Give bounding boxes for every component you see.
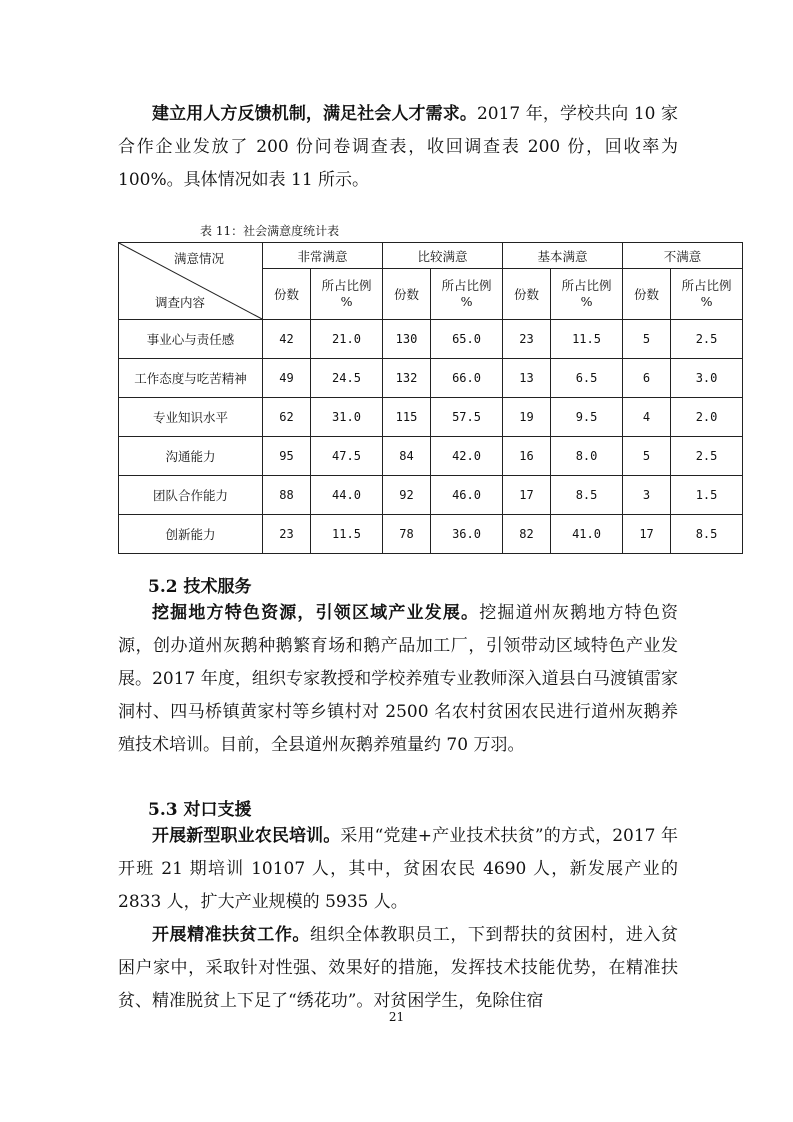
count-header: 份数 bbox=[383, 269, 431, 320]
cell: 11.5 bbox=[551, 320, 623, 359]
cell: 62 bbox=[263, 398, 311, 437]
section-5-3-paragraph-2 bbox=[118, 919, 678, 1018]
cell: 46.0 bbox=[431, 476, 503, 515]
section-5-3-text-2: 组织全体教职员工，下到帮扶的贫困村，进入贫困户家中，采取针对性强、效果好的措施，发挥技术技能优势，在精准扶贫、精准脱贫上下足了“绣花功”。对贫困学生，免除住宿 bbox=[118, 925, 679, 1011]
cell: 92 bbox=[383, 476, 431, 515]
cell: 8.5 bbox=[551, 476, 623, 515]
cell: 47.5 bbox=[311, 437, 383, 476]
cell: 84 bbox=[383, 437, 431, 476]
section-heading-5-3: 5.3 对口支援 bbox=[148, 800, 252, 820]
cell: 4 bbox=[623, 398, 671, 437]
table-row bbox=[119, 320, 743, 359]
cell: 31.0 bbox=[311, 398, 383, 437]
cell: 42.0 bbox=[431, 437, 503, 476]
cell: 130 bbox=[383, 320, 431, 359]
cell: 2.5 bbox=[671, 320, 743, 359]
intro-lead: 建立用人方反馈机制，满足社会人才需求。 bbox=[152, 104, 477, 124]
corner-bottom-label: 调查内容 bbox=[155, 295, 206, 310]
cell: 95 bbox=[263, 437, 311, 476]
cell: 3 bbox=[623, 476, 671, 515]
cell: 6.5 bbox=[551, 359, 623, 398]
ratio-header bbox=[551, 269, 623, 320]
cell: 21.0 bbox=[311, 320, 383, 359]
row-item: 专业知识水平 bbox=[119, 398, 263, 437]
intro-paragraph bbox=[118, 98, 678, 197]
table-row bbox=[119, 398, 743, 437]
section-5-2-lead: 挖掘地方特色资源，引领区域产业发展。 bbox=[152, 603, 480, 623]
table-row bbox=[119, 476, 743, 515]
ratio-header-line2: % bbox=[700, 294, 713, 309]
row-item: 沟通能力 bbox=[119, 437, 263, 476]
row-item: 事业心与责任感 bbox=[119, 320, 263, 359]
cell: 23 bbox=[263, 515, 311, 554]
ratio-header-line2: % bbox=[580, 294, 593, 309]
cell: 17 bbox=[503, 476, 551, 515]
cell: 5 bbox=[623, 437, 671, 476]
cell: 36.0 bbox=[431, 515, 503, 554]
cell: 41.0 bbox=[551, 515, 623, 554]
cell: 24.5 bbox=[311, 359, 383, 398]
table-corner-header bbox=[119, 243, 263, 320]
cell: 57.5 bbox=[431, 398, 503, 437]
cell: 5 bbox=[623, 320, 671, 359]
cell: 3.0 bbox=[671, 359, 743, 398]
ratio-header-line1: 所占比例 bbox=[321, 278, 372, 293]
count-header: 份数 bbox=[503, 269, 551, 320]
section-5-3-paragraph-1 bbox=[118, 820, 678, 919]
intro-text: 2017 年，学校共向 10 家合作企业发放了 200 份问卷调查表，收回调查表 200 份，回收率为 100%。具体情况如表 11 所示。 bbox=[118, 104, 679, 190]
section-5-3-lead-1: 开展新型职业农民培训。 bbox=[152, 826, 341, 846]
page-number: 21 bbox=[388, 1010, 405, 1024]
cell: 42 bbox=[263, 320, 311, 359]
ratio-header-line2: % bbox=[460, 294, 473, 309]
section-5-2-paragraph bbox=[118, 597, 678, 762]
cell: 8.0 bbox=[551, 437, 623, 476]
cell: 6 bbox=[623, 359, 671, 398]
cell: 2.5 bbox=[671, 437, 743, 476]
cell: 13 bbox=[503, 359, 551, 398]
cell: 19 bbox=[503, 398, 551, 437]
section-heading-5-2: 5.2 技术服务 bbox=[148, 577, 252, 597]
cell: 17 bbox=[623, 515, 671, 554]
cell: 8.5 bbox=[671, 515, 743, 554]
group-header: 比较满意 bbox=[383, 243, 503, 269]
cell: 132 bbox=[383, 359, 431, 398]
table-row bbox=[119, 359, 743, 398]
ratio-header bbox=[671, 269, 743, 320]
table-row bbox=[119, 437, 743, 476]
count-header: 份数 bbox=[623, 269, 671, 320]
satisfaction-table bbox=[118, 242, 743, 554]
cell: 16 bbox=[503, 437, 551, 476]
section-5-3-text-1: 采用“党建+产业技术扶贫”的方式，2017 年开班 21 期培训 10107 人，其中，贫困农民 4690 人，新发展产业的 2833 人，扩大产业规模的 5935 人。 bbox=[118, 826, 678, 912]
ratio-header-line1: 所占比例 bbox=[441, 278, 492, 293]
cell: 88 bbox=[263, 476, 311, 515]
cell: 23 bbox=[503, 320, 551, 359]
row-item: 工作态度与吃苦精神 bbox=[119, 359, 263, 398]
row-item: 团队合作能力 bbox=[119, 476, 263, 515]
cell: 65.0 bbox=[431, 320, 503, 359]
cell: 44.0 bbox=[311, 476, 383, 515]
cell: 9.5 bbox=[551, 398, 623, 437]
cell: 78 bbox=[383, 515, 431, 554]
group-header: 基本满意 bbox=[503, 243, 623, 269]
table-row bbox=[119, 515, 743, 554]
cell: 1.5 bbox=[671, 476, 743, 515]
group-header: 非常满意 bbox=[263, 243, 383, 269]
section-5-3-lead-2: 开展精准扶贫工作。 bbox=[152, 925, 310, 945]
row-item: 创新能力 bbox=[119, 515, 263, 554]
cell: 2.0 bbox=[671, 398, 743, 437]
cell: 49 bbox=[263, 359, 311, 398]
corner-top-label: 满意情况 bbox=[174, 251, 225, 266]
count-header: 份数 bbox=[263, 269, 311, 320]
ratio-header-line2: % bbox=[340, 294, 353, 309]
cell: 82 bbox=[503, 515, 551, 554]
ratio-header-line1: 所占比例 bbox=[681, 278, 732, 293]
cell: 115 bbox=[383, 398, 431, 437]
ratio-header-line1: 所占比例 bbox=[561, 278, 612, 293]
group-header: 不满意 bbox=[623, 243, 743, 269]
section-5-2-text: 挖掘道州灰鹅地方特色资源，创办道州灰鹅种鹅繁育场和鹅产品加工厂，引领带动区域特色产业发展。2017 年度，组织专家教授和学校养殖专业教师深入道县白马渡镇雷家洞村、四马桥镇黄家村等乡镇村对 2500 名农村贫困农民进行道州灰鹅养殖技术培训。目前，全县道州灰鹅养殖量约 70 万羽。 bbox=[118, 603, 679, 755]
cell: 66.0 bbox=[431, 359, 503, 398]
table-caption: 表 11：社会满意度统计表 bbox=[200, 224, 340, 238]
ratio-header bbox=[311, 269, 383, 320]
cell: 11.5 bbox=[311, 515, 383, 554]
ratio-header bbox=[431, 269, 503, 320]
